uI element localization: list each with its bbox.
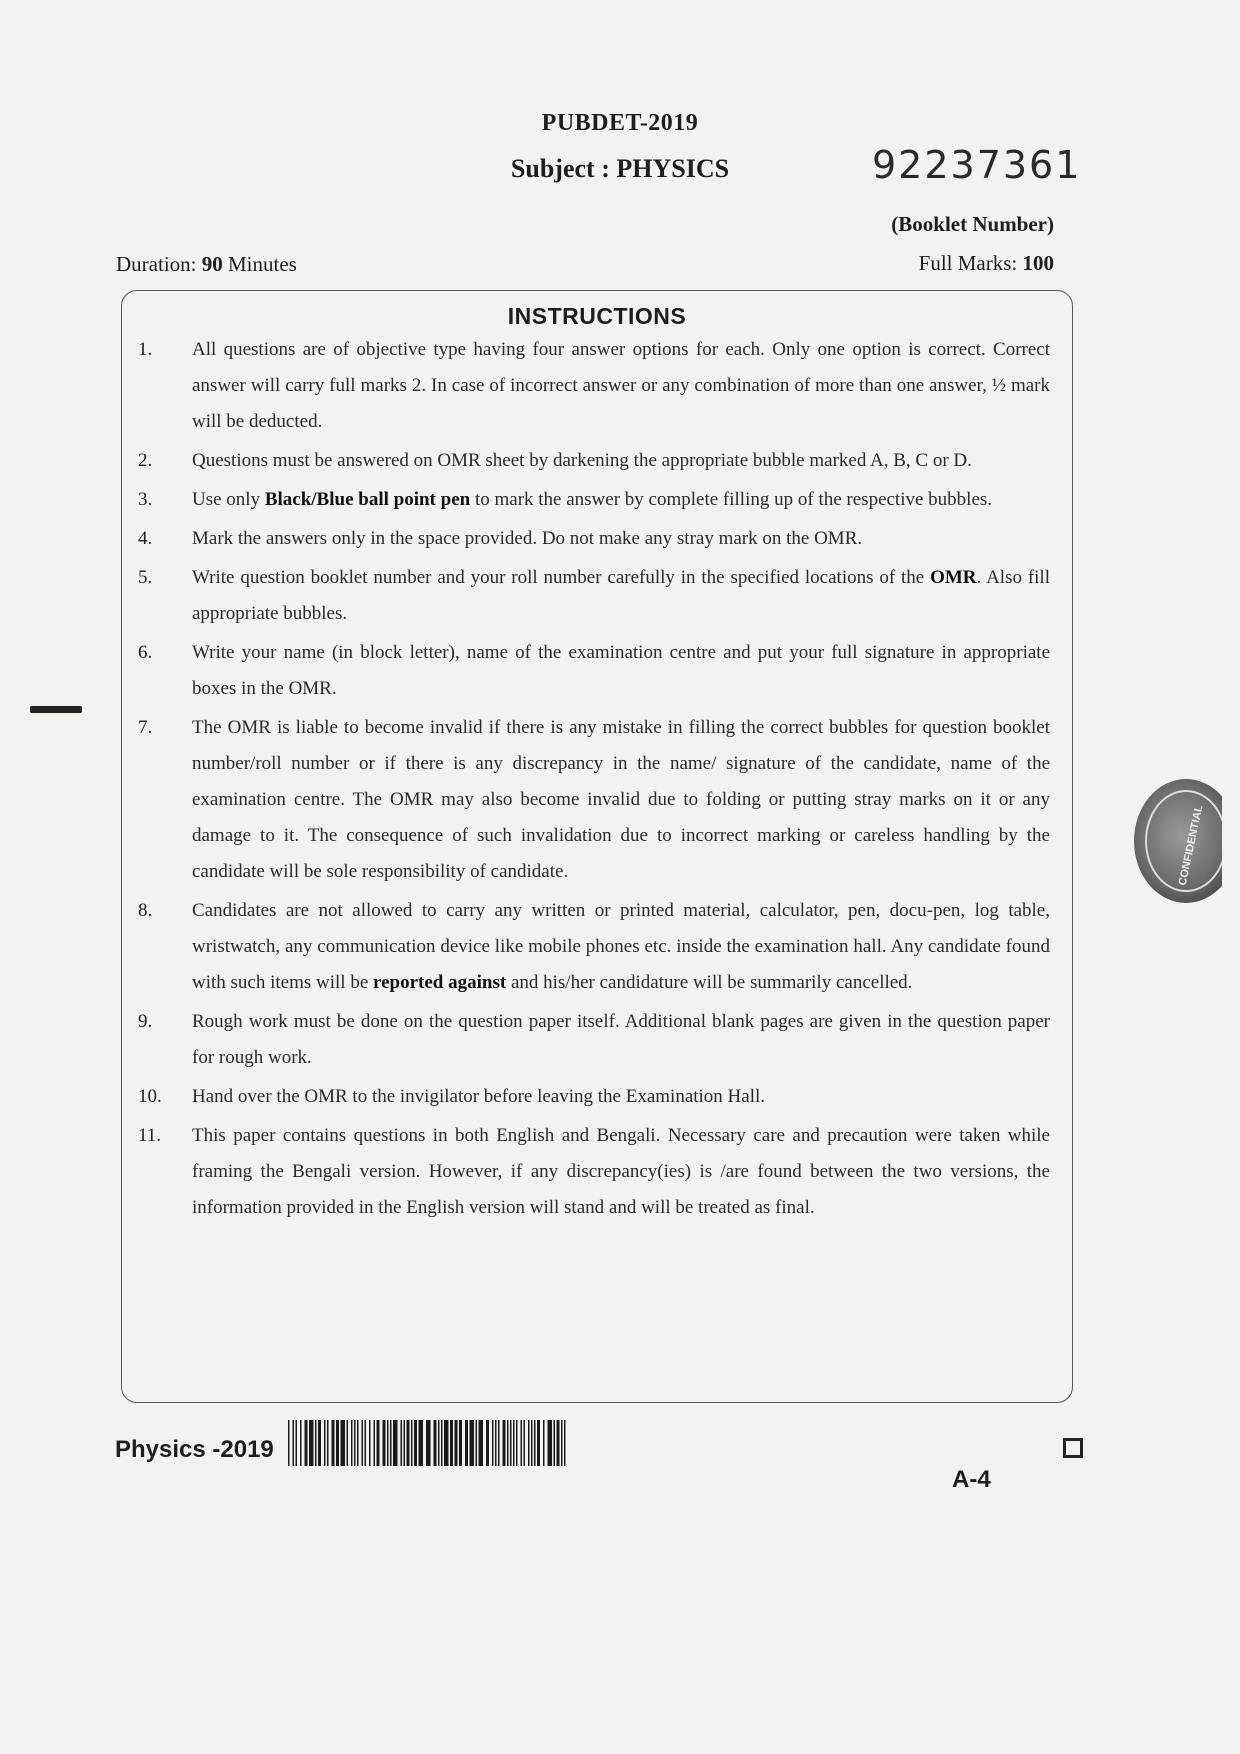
barcode-bar: [407, 1420, 410, 1466]
barcode-bar: [528, 1420, 530, 1466]
instructions-title: INSTRUCTIONS: [507, 303, 687, 329]
instruction-item: [138, 635, 1050, 707]
instruction-text: [192, 893, 1050, 1001]
barcode-bar: [486, 1420, 489, 1466]
instruction-number: 6.: [138, 642, 153, 663]
barcode-bar: [479, 1420, 484, 1466]
booklet-number: 92237361: [872, 143, 1082, 187]
instruction-text: [192, 1079, 1050, 1115]
instruction-emphasis: OMR: [930, 567, 977, 588]
barcode-bar: [414, 1420, 417, 1466]
barcode-bar: [341, 1420, 346, 1466]
instruction-number: 4.: [138, 528, 153, 549]
instruction-segment: Candidates are not allowed to carry any written or printed material, calculator, pen, docu-pen, log table, wristwatch, any communication device like mobile phones etc. inside the examination hall. Any candidate found with such items will be: [192, 900, 1050, 993]
footer-subject-year: Physics -2019: [115, 1436, 274, 1463]
barcode-bar: [503, 1420, 506, 1466]
barcode-bar: [438, 1420, 440, 1466]
instruction-text: [192, 560, 1050, 632]
barcode-bar: [404, 1420, 406, 1466]
barcode-bar: [296, 1420, 298, 1466]
square-icon: [1063, 1438, 1083, 1458]
instruction-text: [192, 443, 1050, 479]
barcode-bar: [357, 1420, 359, 1466]
instruction-number: 3.: [138, 489, 153, 510]
instruction-number: 2.: [138, 450, 153, 471]
page-code: A-4: [952, 1466, 991, 1493]
instruction-segment: Write your name (in block letter), name of the examination centre and put your full signature in appropriate boxes in the OMR.: [192, 642, 1050, 699]
instruction-item: [138, 332, 1050, 440]
instruction-segment: The OMR is liable to become invalid if there is any mistake in filling the correct bubbles for question booklet number/roll number or if there is any discrepancy in the name/ signature of the candidate, name of the examination centre. The OMR may also become invalid due to folding or putting stray marks on it or any damage to it. The consequence of such invalidation due to incorrect marking or careless handling by the candidate will be sole responsibility of candidate.: [192, 717, 1050, 882]
instruction-item: [138, 482, 1050, 518]
full-marks: [919, 251, 1054, 276]
barcode-bar: [411, 1420, 413, 1466]
instruction-emphasis: Black/Blue ball point pen: [264, 489, 471, 510]
barcode-bar: [476, 1420, 478, 1466]
instruction-item: [138, 893, 1050, 1001]
barcode-bar: [557, 1420, 560, 1466]
full-marks-value: 100: [1022, 251, 1054, 275]
barcode-bar: [336, 1420, 339, 1466]
duration-prefix: Duration:: [116, 252, 202, 276]
barcode-bar: [377, 1420, 380, 1466]
instruction-number: 7.: [138, 717, 153, 738]
instruction-text: [192, 1118, 1050, 1226]
barcode-bar: [305, 1420, 308, 1466]
instruction-item: [138, 1004, 1050, 1076]
barcode-bar: [470, 1420, 475, 1466]
instruction-item: [138, 1118, 1050, 1226]
barcode-bar: [564, 1420, 566, 1466]
instructions-box: [121, 290, 1073, 1403]
instruction-number: 11.: [138, 1125, 162, 1146]
barcode-bar: [288, 1420, 290, 1466]
barcode-bar: [548, 1420, 553, 1466]
instruction-number: 8.: [138, 900, 153, 921]
barcode-bar: [393, 1420, 398, 1466]
barcode-bar: [426, 1420, 431, 1466]
booklet-number-label: (Booklet Number): [891, 212, 1054, 236]
duration: [116, 252, 297, 277]
barcode-bar: [362, 1420, 364, 1466]
barcode-bar: [444, 1420, 449, 1466]
barcode-bar: [524, 1420, 526, 1466]
instruction-text: [192, 521, 1050, 557]
barcode-bar: [516, 1420, 518, 1466]
barcode-bar: [390, 1420, 392, 1466]
instruction-item: [138, 1079, 1050, 1115]
barcode-bar: [441, 1420, 443, 1466]
instruction-segment: Hand over the OMR to the invigilator before leaving the Examination Hall.: [192, 1086, 766, 1107]
exam-title: PUBDET-2019: [541, 110, 699, 136]
instruction-segment: to mark the answer by complete filling up of the respective bubbles.: [470, 489, 993, 510]
barcode-bar: [450, 1420, 453, 1466]
barcode-bar: [365, 1420, 367, 1466]
instruction-text: [192, 482, 1050, 518]
barcode-bar: [434, 1420, 437, 1466]
barcode-bar: [300, 1420, 302, 1466]
instruction-segment: Rough work must be done on the question paper itself. Additional blank pages are given in the question paper for rough work.: [192, 1011, 1050, 1068]
barcode-bar: [351, 1420, 353, 1466]
barcode-bar: [455, 1420, 458, 1466]
barcode-bar: [374, 1420, 376, 1466]
barcode-bar: [369, 1420, 371, 1466]
instruction-segment: This paper contains questions in both English and Bengali. Necessary care and precaution were taken while framing the Bengali version. However, if any discrepancy(ies) is /are found between the two versions, the information provided in the English version will stand and will be treated as final.: [192, 1125, 1050, 1218]
barcode-bar: [507, 1420, 509, 1466]
instruction-text: [192, 635, 1050, 707]
instruction-text: [192, 710, 1050, 890]
barcode-bar: [324, 1420, 326, 1466]
barcode-bar: [354, 1420, 356, 1466]
instruction-number: 9.: [138, 1011, 153, 1032]
instruction-item: [138, 443, 1050, 479]
barcode-bar: [543, 1420, 545, 1466]
barcode-bar: [309, 1420, 314, 1466]
barcode-bar: [531, 1420, 533, 1466]
barcode-bar: [554, 1420, 556, 1466]
instruction-item: [138, 560, 1050, 632]
instruction-number: 1.: [138, 339, 153, 360]
instruction-number: 10.: [138, 1086, 162, 1107]
barcode-bar: [521, 1420, 523, 1466]
barcode-bar: [419, 1420, 424, 1466]
instruction-item: [138, 710, 1050, 890]
barcode-bar: [293, 1420, 295, 1466]
instructions-list: [138, 332, 1050, 1229]
margin-mark: [30, 706, 82, 713]
barcode-bar: [401, 1420, 403, 1466]
barcode-bar: [513, 1420, 515, 1466]
barcode-bar: [537, 1420, 540, 1466]
barcode-bar: [327, 1420, 329, 1466]
instruction-segment: All questions are of objective type having four answer options for each. Only one option is correct. Correct answer will carry full marks 2. In case of incorrect answer or any combination of more than one answer, ½ mark will be deducted.: [192, 339, 1050, 432]
barcode-bar: [510, 1420, 512, 1466]
barcode-bar: [492, 1420, 494, 1466]
duration-value: 90: [201, 252, 223, 276]
instruction-segment: and his/her candidature will be summarily cancelled.: [506, 972, 913, 993]
instruction-text: [192, 1004, 1050, 1076]
duration-suffix: Minutes: [222, 252, 297, 276]
subject-title: Subject : PHYSICS: [510, 154, 730, 183]
barcode-bar: [498, 1420, 500, 1466]
confidential-stamp-icon: [1128, 776, 1222, 906]
barcode-bar: [495, 1420, 497, 1466]
instruction-segment: Use only: [192, 489, 265, 510]
instruction-segment: Mark the answers only in the space provided. Do not make any stray mark on the OMR.: [192, 528, 863, 549]
stamp-text: CONFIDENTIAL: [1176, 804, 1206, 887]
barcode-bar: [315, 1420, 317, 1466]
instruction-segment: . Also fill appropriate bubbles.: [192, 567, 1050, 624]
instruction-item: [138, 521, 1050, 557]
barcode-icon: [288, 1420, 570, 1466]
barcode-bar: [459, 1420, 462, 1466]
barcode-bar: [534, 1420, 536, 1466]
full-marks-prefix: Full Marks:: [918, 251, 1023, 275]
instruction-segment: Write question booklet number and your roll number carefully in the specified locations of the: [192, 567, 931, 588]
barcode-bar: [318, 1420, 321, 1466]
instruction-text: [192, 332, 1050, 440]
instruction-emphasis: reported against: [373, 972, 507, 993]
instruction-segment: Questions must be answered on OMR sheet by darkening the appropriate bubble marked A, B, C or D.: [192, 450, 972, 471]
instruction-number: 5.: [138, 567, 153, 588]
barcode-bar: [561, 1420, 563, 1466]
barcode-bar: [387, 1420, 389, 1466]
barcode-bar: [383, 1420, 386, 1466]
barcode-bar: [347, 1420, 349, 1466]
barcode-bar: [465, 1420, 468, 1466]
barcode-bar: [332, 1420, 335, 1466]
